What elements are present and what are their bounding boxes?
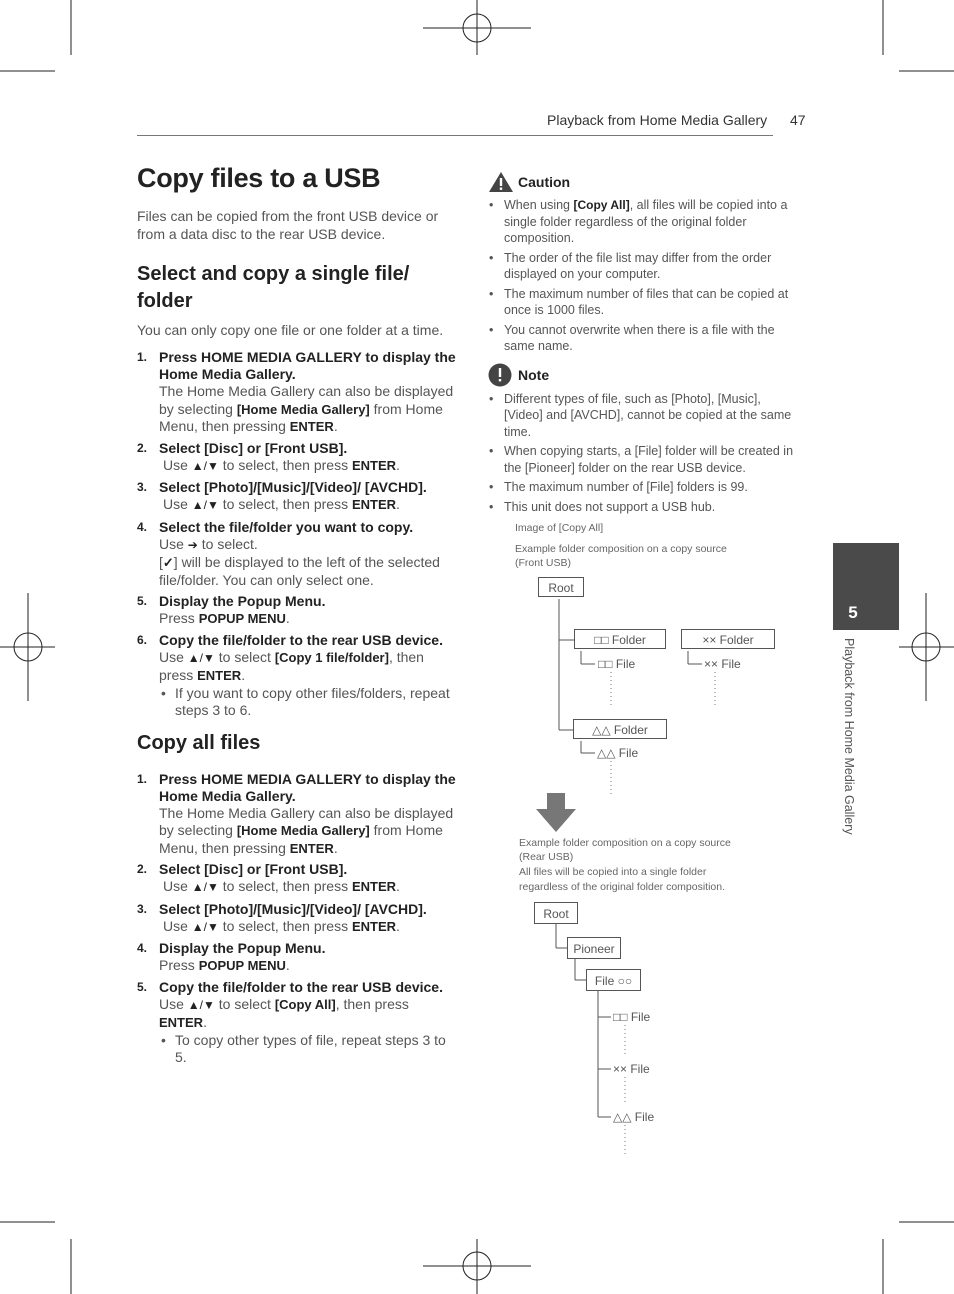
folder-box-x: ×× Folder <box>681 629 775 649</box>
single-intro: You can only copy one file or one folder at a time. <box>137 322 444 338</box>
folder-box-square: □□ Folder <box>574 629 666 649</box>
step-title: Select [Photo]/[Music]/[Video]/ [AVCHD]. <box>159 900 427 917</box>
step-desc: Use ▲/▼ to select [Copy All], then press ENTER. <box>159 995 409 1030</box>
rear-caption-2: (Rear USB) <box>519 851 574 863</box>
section-heading-all: Copy all files <box>137 731 261 754</box>
step-number: 4. <box>137 519 148 534</box>
front-caption-1: Example folder composition on a copy source <box>515 543 727 555</box>
root-box-front: Root <box>538 577 584 597</box>
caution-item: • The maximum number of files that can be copied at once is 1000 files. <box>488 286 800 319</box>
step-number: 2. <box>137 440 148 455</box>
note-item: • When copying starts, a [File] folder will be created in the [Pioneer] folder on the rear USB device. <box>488 443 800 476</box>
step-number: 3. <box>137 901 148 916</box>
pioneer-box: Pioneer <box>567 937 621 959</box>
rear-caption-1: Example folder composition on a copy source <box>519 837 731 849</box>
page-number: 47 <box>790 112 806 128</box>
front-caption-2: (Front USB) <box>515 557 572 569</box>
up-down-arrows-icon: ▲/▼ <box>191 458 219 473</box>
caution-item: • You cannot overwrite when there is a file with the same name. <box>488 322 800 355</box>
file-label-square: □□ File <box>598 657 636 671</box>
note-item: • This unit does not support a USB hub. <box>488 499 800 516</box>
step-bullet: • If you want to copy other files/folders, repeat steps 3 to 6. <box>159 685 457 720</box>
file-oo-box: File ○○ <box>586 969 641 991</box>
step-number: 3. <box>137 480 148 494</box>
step-desc: Press POPUP MENU. <box>159 957 290 973</box>
file-label-square-rear: □□ File <box>613 1010 651 1024</box>
right-arrow-icon: ➔ <box>187 537 198 552</box>
caution-item: • The order of the file list may differ from the order displayed on your computer. <box>488 250 800 283</box>
file-label-triangle-rear: △△ File <box>613 1110 655 1124</box>
down-arrow-icon <box>536 793 576 832</box>
step-number: 1. <box>137 350 148 364</box>
step-bullet: • To copy other types of file, repeat steps 3 to 5. <box>159 1032 457 1067</box>
step-title: Copy the file/folder to the rear USB device. <box>159 631 443 648</box>
step-title: Press HOME MEDIA GALLERY to display the Home Media Gallery. <box>159 770 456 804</box>
root-box-rear: Root <box>534 902 578 924</box>
step-desc: Use ➔ to select. [✓] will be displayed to the left of the selected file/folder. You can only select one. <box>159 535 440 588</box>
step-desc: Use ▲/▼ to select [Copy 1 file/folder], then press ENTER. <box>159 648 424 683</box>
folder-box-triangle: △△ Folder <box>573 719 667 739</box>
intro-text: Files can be copied from the front USB device or from a data disc to the rear USB device. <box>137 208 439 242</box>
rear-caption-3: All files will be copied into a single folder <box>519 866 707 878</box>
note-item: • Different types of file, such as [Photo], [Music], [Video] and [AVCHD], cannot be copied at the same time. <box>488 391 800 441</box>
step-desc: The Home Media Gallery can also be displayed by selecting [Home Media Gallery] from Home Menu, then pressing ENTER. <box>159 383 454 434</box>
check-icon: ✓ <box>162 555 174 570</box>
step-title: Select [Photo]/[Music]/[Video]/ [AVCHD]. <box>159 479 427 495</box>
rear-caption-4: regardless of the original folder composition. <box>519 881 726 893</box>
step-number: 2. <box>137 862 148 876</box>
up-down-arrows-icon: ▲/▼ <box>187 650 215 665</box>
step-number: 1. <box>137 771 148 786</box>
step-number: 5. <box>137 594 148 608</box>
step-number: 6. <box>137 632 148 647</box>
caution-title: Caution <box>518 174 571 190</box>
section-heading-single: Select and copy a single file/ folder <box>137 263 410 312</box>
step-title: Display the Popup Menu. <box>159 593 326 609</box>
note-title: Note <box>518 366 550 383</box>
chapter-side-text: Playback from Home Media Gallery <box>842 638 856 835</box>
chapter-side-label <box>838 638 860 868</box>
step-title: Display the Popup Menu. <box>159 940 326 956</box>
step-desc: Use ▲/▼ to select, then press ENTER. <box>163 456 400 473</box>
note-item: • The maximum number of [File] folders is 99. <box>488 479 800 496</box>
step-number: 5. <box>137 979 148 994</box>
file-label-x-rear: ×× File <box>613 1062 650 1076</box>
step-title: Press HOME MEDIA GALLERY to display the Home Media Gallery. <box>159 349 456 382</box>
running-header: Playback from Home Media Gallery <box>547 112 768 128</box>
page-title: Copy files to a USB <box>137 163 381 193</box>
step-title: Select the file/folder you want to copy. <box>159 518 414 535</box>
up-down-arrows-icon: ▲/▼ <box>191 919 219 934</box>
chapter-number: 5 <box>848 603 858 622</box>
diagram-caption: Image of [Copy All] <box>515 522 604 534</box>
step-desc: The Home Media Gallery can also be displayed by selecting [Home Media Gallery] from Home Menu, then pressing ENTER. <box>159 804 454 856</box>
file-label-triangle: △△ File <box>597 746 639 760</box>
up-down-arrows-icon: ▲/▼ <box>187 997 215 1012</box>
step-desc: Use ▲/▼ to select, then press ENTER. <box>163 878 400 894</box>
step-desc: Use ▲/▼ to select, then press ENTER. <box>163 917 400 934</box>
step-title: Select [Disc] or [Front USB]. <box>159 439 348 456</box>
step-title: Select [Disc] or [Front USB]. <box>159 861 348 877</box>
step-title: Copy the file/folder to the rear USB device. <box>159 978 443 995</box>
step-number: 4. <box>137 941 148 955</box>
chapter-tab <box>833 543 899 630</box>
step-desc: Use ▲/▼ to select, then press ENTER. <box>163 496 400 512</box>
up-down-arrows-icon: ▲/▼ <box>191 880 219 894</box>
file-label-x: ×× File <box>704 657 741 671</box>
caution-item: • When using [Copy All], all files will be copied into a single folder regardless of the original folder composition. <box>488 197 800 247</box>
step-desc: Press POPUP MENU. <box>159 610 290 626</box>
up-down-arrows-icon: ▲/▼ <box>191 498 219 512</box>
